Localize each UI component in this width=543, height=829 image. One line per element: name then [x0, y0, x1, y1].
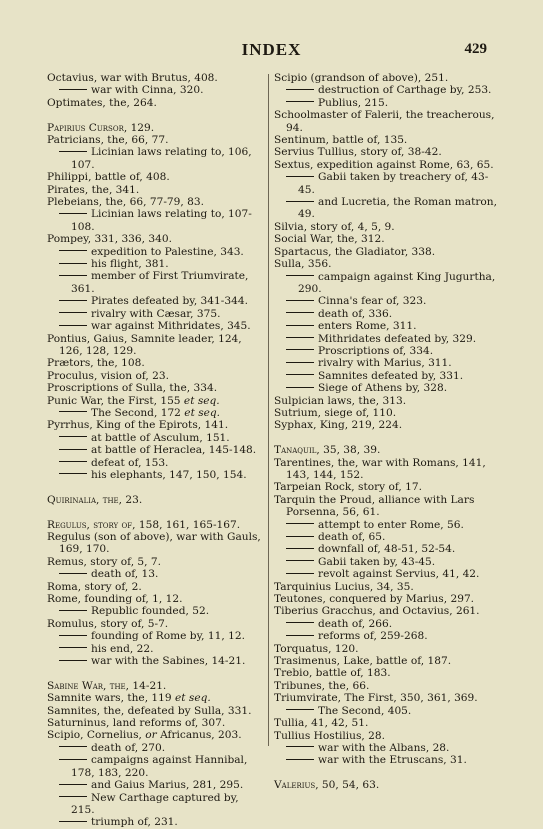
entry-text: at battle of Heraclea, 145-148.: [91, 444, 257, 457]
entry-text: Pompey, 331, 336, 340.: [47, 233, 172, 246]
index-entry: [47, 419, 265, 431]
index-entry: [47, 382, 265, 394]
entry-text: war with Cinna, 320.: [91, 84, 204, 97]
entry-text: death of, 336.: [318, 307, 393, 320]
entry-text: Servius Tullius, story of, 38-42.: [274, 146, 442, 159]
index-subentry: [274, 556, 498, 568]
entry-text: and Gaius Marius, 281, 295.: [91, 779, 244, 792]
index-entry: [274, 717, 498, 729]
entry-text: Spartacus, the Gladiator, 338.: [274, 245, 436, 258]
entry-text: Tribunes, the, 66.: [274, 679, 370, 692]
index-entry: [274, 655, 498, 667]
entry-text: campaign against King Jugurtha, 290.: [298, 270, 496, 295]
entry-text: founding of Rome by, 11, 12.: [91, 630, 245, 643]
index-entry: [274, 134, 498, 146]
index-entry: [47, 692, 265, 704]
entry-text: Sulla, 356.: [274, 258, 332, 271]
column-divider: [268, 74, 269, 746]
entry-text: campaigns against Hannibal, 178, 183, 220.: [71, 754, 248, 779]
entry-text: rivalry with Cæsar, 375.: [91, 307, 221, 320]
entry-text: Silvia, story of, 4, 5, 9.: [274, 220, 395, 233]
entry-text: Tarquin the Proud, alliance with Lars Porsenna, 56, 61.: [274, 493, 475, 519]
entry-text: attempt to enter Rome, 56.: [318, 518, 464, 531]
entry-tail: Africanus, 203.: [160, 729, 242, 742]
entry-text: Licinian laws relating to, 107-108.: [71, 208, 252, 233]
entry-text: Tanaquil, 35, 38, 39.: [274, 444, 381, 457]
index-subentry: [47, 270, 265, 295]
index-subentry: [47, 655, 265, 667]
index-entry: [274, 258, 498, 270]
index-subentry: [47, 444, 265, 456]
index-subentry: [274, 543, 498, 555]
index-subentry: [274, 171, 498, 196]
entry-gap: [47, 506, 265, 518]
index-entry: [47, 705, 265, 717]
entry-text: Philippi, battle of, 408.: [47, 171, 170, 184]
entry-gap: [47, 667, 265, 679]
index-entry: [47, 370, 265, 382]
entry-text: Tullia, 41, 42, 51.: [274, 717, 369, 730]
index-subentry: [274, 519, 498, 531]
entry-text: Scipio, Cornelius,: [47, 729, 142, 742]
entry-text: Regulus, story of, 158, 161, 165-167.: [47, 518, 241, 531]
index-subentry: [47, 432, 265, 444]
entry-text: Pyrrhus, King of the Epirots, 141.: [47, 419, 229, 432]
entry-text: Pirates defeated by, 341-344.: [91, 295, 248, 308]
entry-text: Tarpeian Rock, story of, 17.: [274, 481, 423, 494]
index-entry: [274, 680, 498, 692]
entry-text: Samnite wars, the, 119: [47, 692, 172, 705]
index-subentry: [47, 258, 265, 270]
entry-text: Optimates, the, 264.: [47, 96, 157, 109]
entry-italic: et seq.: [171, 692, 211, 705]
index-subentry: [47, 457, 265, 469]
index-entry: [47, 395, 265, 407]
index-entry: [274, 395, 498, 407]
entry-gap: [274, 432, 498, 444]
entry-text: Roma, story of, 2.: [47, 580, 142, 593]
index-entry: [47, 519, 265, 531]
index-subentry: [274, 97, 498, 109]
index-entry: [274, 481, 498, 493]
entry-text: Syphax, King, 219, 224.: [274, 419, 403, 432]
entry-text: at battle of Asculum, 151.: [91, 431, 230, 444]
index-entry: [274, 146, 498, 158]
entry-text: Mithridates defeated by, 329.: [318, 332, 477, 345]
entry-text: Samnites, the, defeated by Sulla, 331.: [47, 704, 252, 717]
entry-text: downfall of, 48-51, 52-54.: [318, 543, 456, 556]
index-entry: [274, 494, 498, 519]
entry-text: Gabii taken by, 43-45.: [318, 555, 436, 568]
entry-text: and Lucretia, the Roman matron, 49.: [298, 196, 497, 221]
entry-italic: et seq.: [180, 394, 220, 407]
entry-text: Quirinalia, the, 23.: [47, 493, 143, 506]
entry-text: Papirius Cursor, 129.: [47, 121, 155, 134]
index-entry: [47, 72, 265, 84]
index-subentry: [47, 84, 265, 96]
index-subentry: [47, 568, 265, 580]
index-subentry: [274, 320, 498, 332]
index-entry: [274, 730, 498, 742]
entry-text: Remus, story of, 5, 7.: [47, 555, 162, 568]
entry-text: Tarentines, the, war with Romans, 141, 143, 144, 152.: [274, 456, 486, 481]
index-entry: [274, 779, 498, 791]
entry-text: Sabine War, the, 14-21.: [47, 679, 167, 692]
entry-text: his flight, 381.: [91, 258, 169, 271]
index-entry: [47, 122, 265, 134]
page-header: [0, 40, 543, 62]
index-subentry: [274, 84, 498, 96]
entry-text: Rome, founding of, 1, 12.: [47, 593, 183, 606]
entry-text: Cinna's fear of, 323.: [318, 295, 427, 308]
index-entry: [274, 159, 498, 171]
entry-gap: [274, 767, 498, 779]
entry-text: triumph of, 231.: [91, 816, 178, 829]
entry-text: war with the Albans, 28.: [318, 741, 450, 754]
entry-text: death of, 270.: [91, 741, 166, 754]
index-entry: [274, 233, 498, 245]
entry-text: Gabii taken by treachery of, 43-45.: [298, 171, 489, 196]
index-entry: [47, 618, 265, 630]
index-entry: [47, 184, 265, 196]
index-subentry: [274, 705, 498, 717]
entry-text: Tiberius Gracchus, and Octavius, 261.: [274, 605, 480, 618]
entry-text: Patricians, the, 66, 77.: [47, 134, 169, 147]
entry-text: Tullius Hostilius, 28.: [274, 729, 385, 742]
index-subentry: [47, 605, 265, 617]
index-subentry: [47, 295, 265, 307]
entry-text: death of, 266.: [318, 617, 393, 630]
entry-text: revolt against Servius, 41, 42.: [318, 568, 480, 581]
entry-text: Proculus, vision of, 23.: [47, 369, 169, 382]
index-subentry: [274, 630, 498, 642]
entry-text: Republic founded, 52.: [91, 605, 210, 618]
index-subentry: [274, 333, 498, 345]
page-number: 429: [464, 41, 487, 57]
index-entry: [47, 581, 265, 593]
entry-text: Siege of Athens by, 328.: [318, 382, 448, 395]
entry-text: war with the Etruscans, 31.: [318, 754, 467, 767]
entry-text: Prætors, the, 108.: [47, 357, 145, 370]
index-entry: [274, 72, 498, 84]
index-entry: [274, 667, 498, 679]
entry-text: Sulpician laws, the, 313.: [274, 394, 407, 407]
index-subentry: [274, 370, 498, 382]
index-entry: [47, 97, 265, 109]
entry-text: Proscriptions of Sulla, the, 334.: [47, 382, 218, 395]
index-entry: [274, 246, 498, 258]
entry-text: Samnites defeated by, 331.: [318, 369, 464, 382]
entry-text: Punic War, the First, 155: [47, 394, 181, 407]
index-entry: [274, 221, 498, 233]
index-entry: [47, 494, 265, 506]
entry-text: defeat of, 153.: [91, 456, 169, 469]
index-subentry: [47, 816, 265, 828]
entry-text: Valerius, 50, 54, 63.: [274, 779, 380, 792]
entry-text: his end, 22.: [91, 642, 154, 655]
entry-text: member of First Triumvirate, 361.: [71, 270, 249, 295]
index-entry: [274, 692, 498, 704]
index-entry: [274, 581, 498, 593]
entry-text: death of, 65.: [318, 531, 386, 544]
index-column-left: [47, 72, 265, 829]
entry-text: The Second, 172: [91, 406, 181, 419]
index-subentry: [47, 407, 265, 419]
index-entry: [47, 171, 265, 183]
entry-text: Romulus, story of, 5-7.: [47, 617, 169, 630]
index-subentry: [274, 345, 498, 357]
entry-text: Social War, the, 312.: [274, 233, 385, 246]
entry-text: Octavius, war with Brutus, 408.: [47, 72, 218, 84]
index-entry: [274, 643, 498, 655]
index-entry: [274, 457, 498, 482]
index-entry: [47, 593, 265, 605]
index-entry: [47, 531, 265, 556]
entry-text: Sentinum, battle of, 135.: [274, 134, 408, 147]
index-subentry: [274, 618, 498, 630]
entry-text: Pontius, Gaius, Samnite leader, 124, 126, 128, 129.: [47, 332, 242, 357]
index-subentry: [47, 308, 265, 320]
index-subentry: [274, 531, 498, 543]
entry-text: Tarquinius Lucius, 34, 35.: [274, 580, 414, 593]
entry-italic: or: [141, 729, 161, 742]
entry-text: Trasimenus, Lake, battle of, 187.: [274, 655, 452, 668]
entry-text: reforms of, 259-268.: [318, 630, 428, 643]
entry-text: death of, 13.: [91, 568, 159, 581]
index-entry: [274, 109, 498, 134]
entry-text: Sutrium, siege of, 110.: [274, 406, 397, 419]
entry-text: Regulus (son of above), war with Gauls, 169, 170.: [47, 530, 261, 556]
index-entry: [47, 357, 265, 369]
index-entry: [47, 717, 265, 729]
entry-text: expedition to Palestine, 343.: [91, 245, 244, 258]
entry-text: Saturninus, land reforms of, 307.: [47, 717, 226, 730]
entry-text: Trebio, battle of, 183.: [274, 667, 391, 680]
index-subentry: [274, 742, 498, 754]
entry-gap: [47, 481, 265, 493]
index-entry: [47, 196, 265, 208]
entry-gap: [47, 109, 265, 121]
index-subentry: [274, 357, 498, 369]
entry-text: Teutones, conquered by Marius, 297.: [274, 593, 475, 606]
index-subentry: [274, 382, 498, 394]
index-subentry: [274, 308, 498, 320]
index-entry: [274, 407, 498, 419]
index-entry: [47, 233, 265, 245]
entry-text: Schoolmaster of Falerii, the treacherous, 94.: [274, 109, 495, 134]
page-title: INDEX: [241, 40, 302, 59]
index-entry: [47, 556, 265, 568]
entry-text: Sextus, expedition against Rome, 63, 65.: [274, 158, 494, 171]
index-subentry: [47, 792, 265, 817]
index-entry: [47, 680, 265, 692]
index-subentry: [47, 146, 265, 171]
index-entry: [47, 134, 265, 146]
index-subentry: [47, 320, 265, 332]
entry-text: Proscriptions of, 334.: [318, 344, 434, 357]
index-subentry: [274, 568, 498, 580]
index-subentry: [47, 630, 265, 642]
entry-text: Pirates, the, 341.: [47, 183, 140, 196]
entry-text: Torquatus, 120.: [274, 642, 359, 655]
index-subentry: [47, 469, 265, 481]
index-column-right: [274, 72, 498, 792]
index-subentry: [274, 295, 498, 307]
index-entry: [274, 605, 498, 617]
index-subentry: [274, 271, 498, 296]
index-subentry: [274, 754, 498, 766]
entry-text: his elephants, 147, 150, 154.: [91, 468, 247, 481]
index-subentry: [47, 742, 265, 754]
index-subentry: [47, 779, 265, 791]
entry-text: New Carthage captured by, 215.: [71, 791, 239, 816]
index-entry: [47, 729, 265, 741]
index-subentry: [47, 643, 265, 655]
entry-text: Publius, 215.: [318, 96, 389, 109]
index-entry: [274, 419, 498, 431]
entry-text: rivalry with Marius, 311.: [318, 357, 452, 370]
index-subentry: [47, 208, 265, 233]
entry-text: war with the Sabines, 14-21.: [91, 655, 246, 668]
index-subentry: [47, 246, 265, 258]
index-subentry: [274, 196, 498, 221]
index-entry: [274, 444, 498, 456]
index-entry: [274, 593, 498, 605]
entry-italic: et seq.: [180, 406, 221, 419]
entry-text: The Second, 405.: [318, 704, 412, 717]
entry-text: enters Rome, 311.: [318, 320, 417, 333]
entry-text: destruction of Carthage by, 253.: [318, 84, 492, 97]
index-entry: [47, 333, 265, 358]
entry-text: Licinian laws relating to, 106, 107.: [71, 146, 252, 171]
entry-text: war against Mithridates, 345.: [91, 320, 251, 333]
entry-text: Triumvirate, The First, 350, 361, 369.: [274, 692, 478, 705]
entry-text: Scipio (grandson of above), 251.: [274, 72, 449, 84]
entry-text: Plebeians, the, 66, 77-79, 83.: [47, 196, 204, 209]
index-subentry: [47, 754, 265, 779]
